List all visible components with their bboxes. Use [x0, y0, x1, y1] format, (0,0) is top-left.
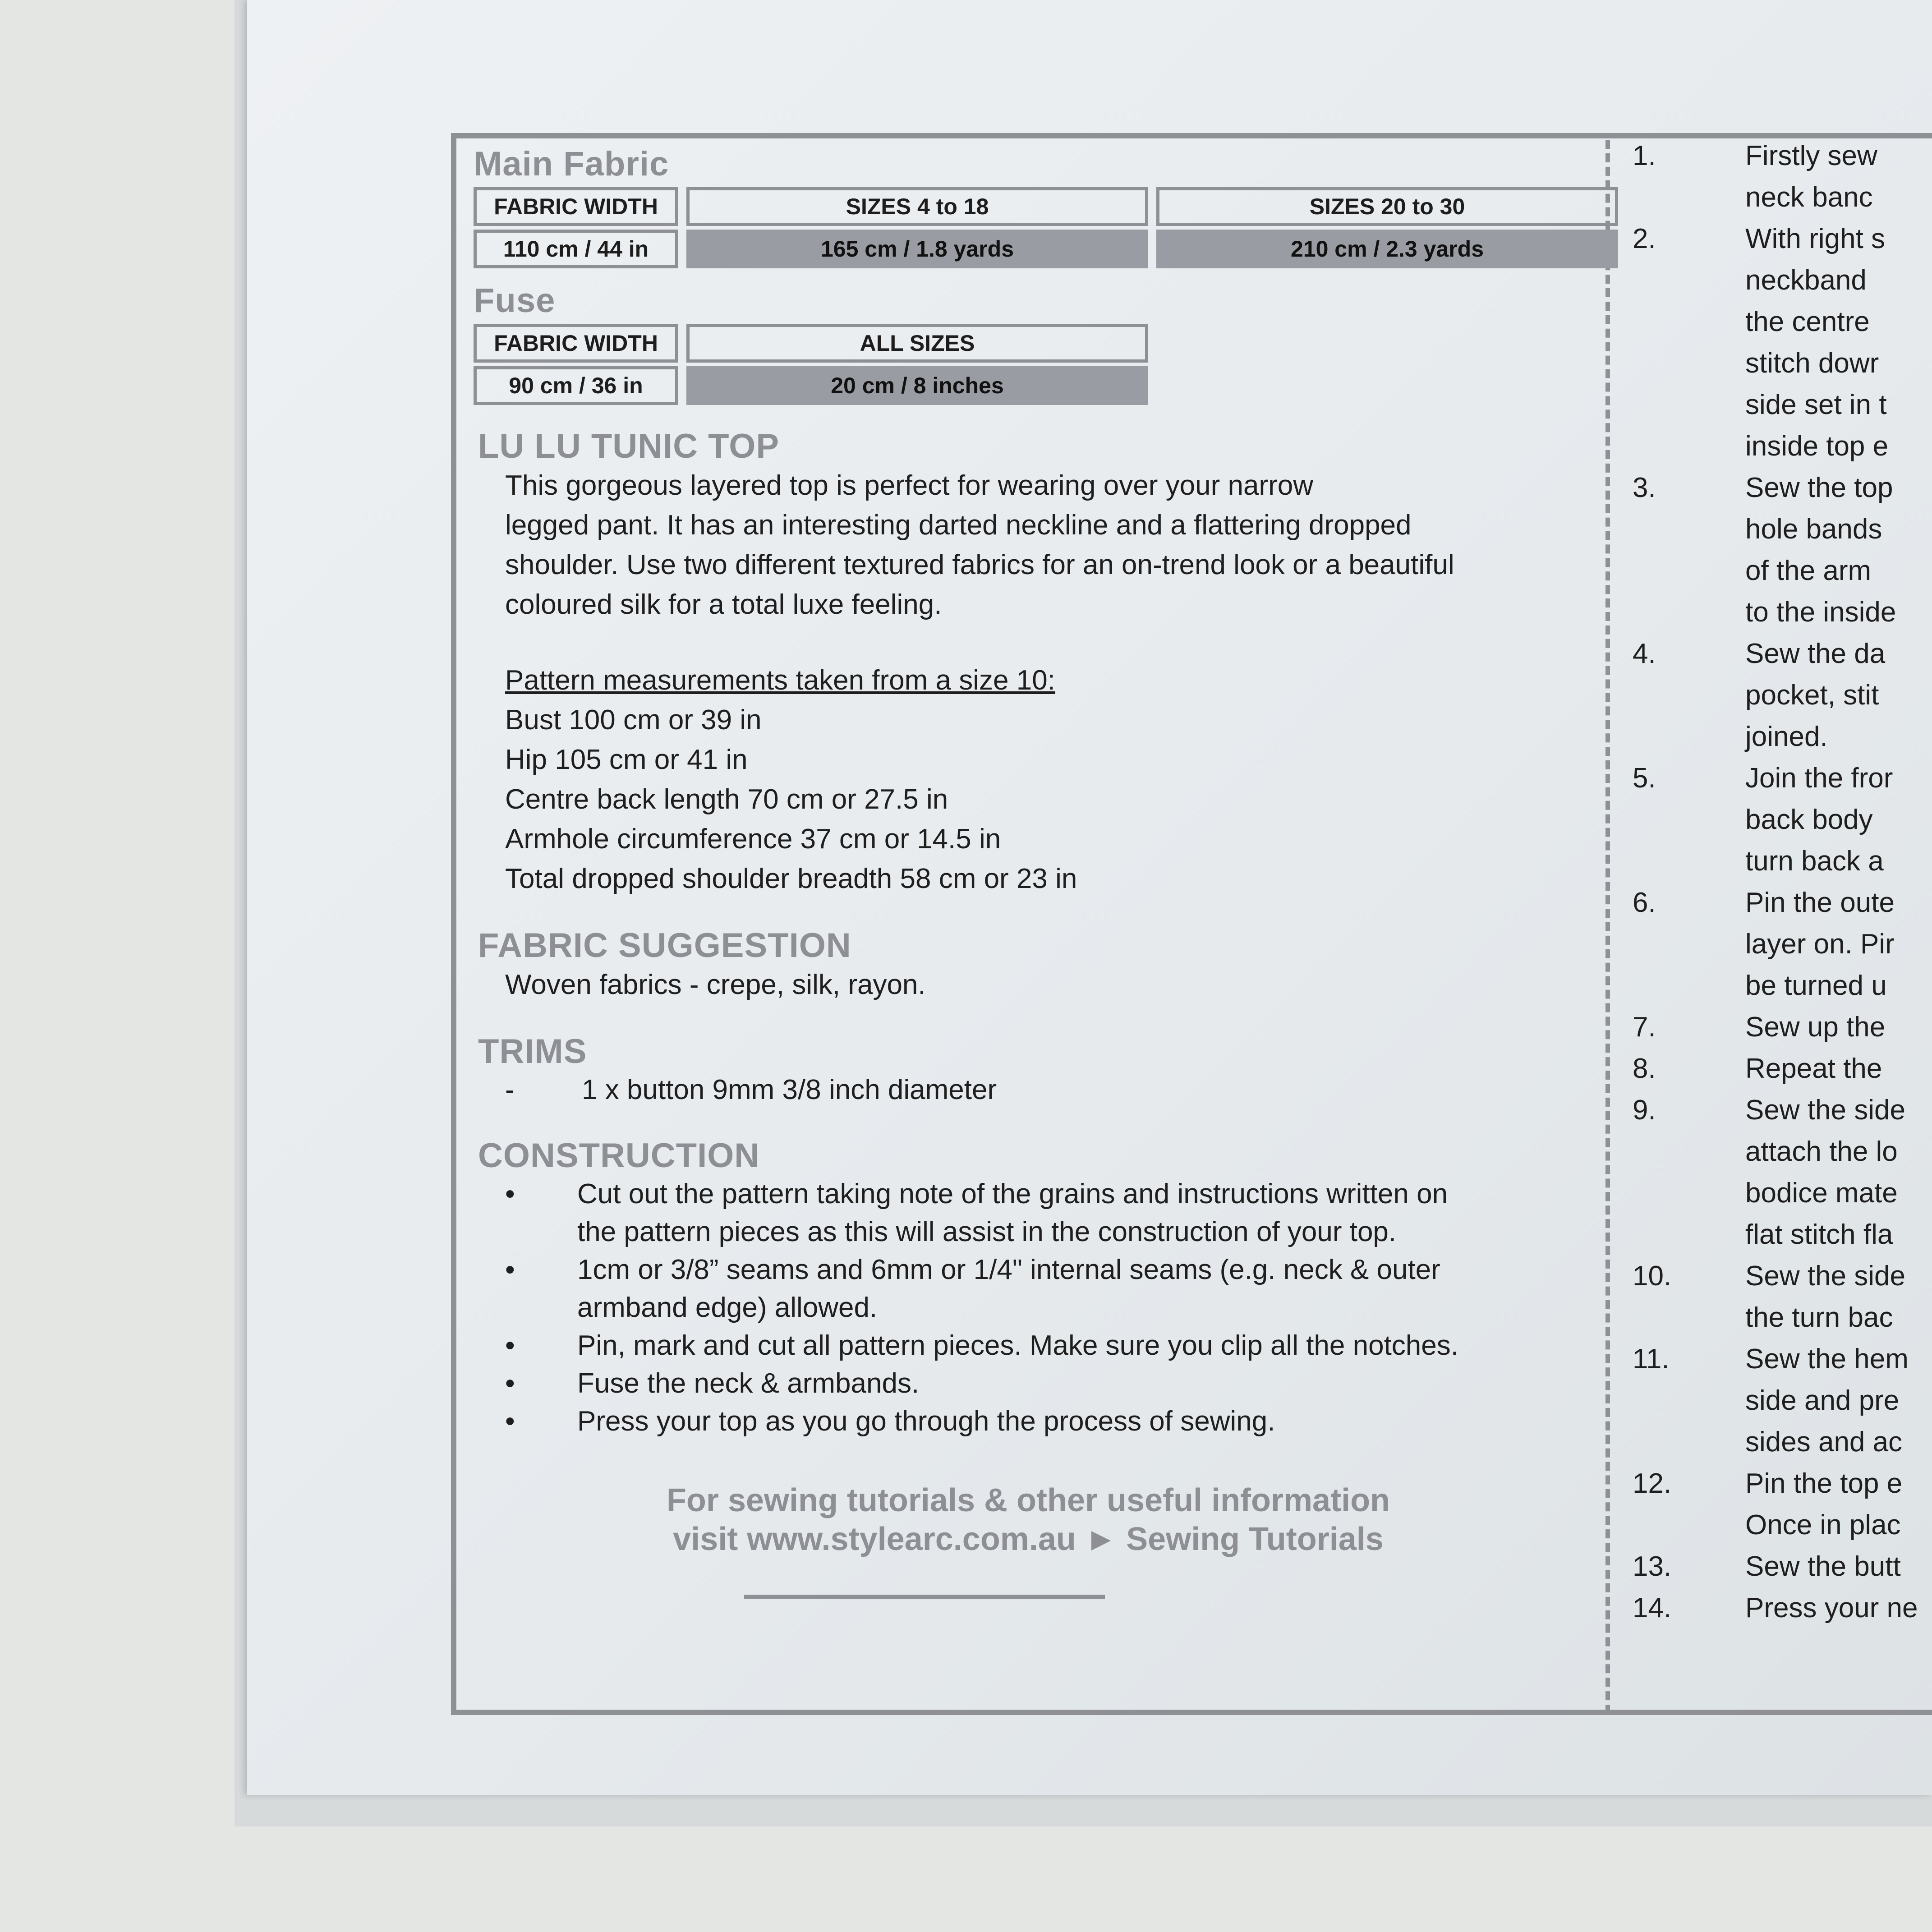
- construction-line: Pin, mark and cut all pattern pieces. Make sure you clip all the notches.: [577, 1330, 1458, 1361]
- fuse-header-width: FABRIC WIDTH: [474, 324, 678, 363]
- step-continuation: [1633, 1173, 1898, 1214]
- description-line: coloured silk for a total luxe feeling.: [505, 589, 942, 620]
- construction-line: Cut out the pattern taking note of the grains and instructions written on: [577, 1178, 1448, 1210]
- tunic-description: [474, 466, 1628, 625]
- main-fabric-header-width: FABRIC WIDTH: [474, 187, 678, 226]
- step-text: layer on. Pir: [1745, 929, 1895, 960]
- step-item: [1633, 882, 1895, 924]
- step-text: of the arm: [1745, 555, 1872, 586]
- step-text: Sew the da: [1745, 638, 1886, 669]
- step-continuation: [1633, 965, 1887, 1007]
- bullet-marker: •: [505, 1254, 515, 1285]
- step-continuation: [1633, 1504, 1901, 1546]
- step-continuation: [1633, 675, 1879, 716]
- step-text: Press your ne: [1745, 1592, 1918, 1624]
- bullet-marker: •: [505, 1406, 515, 1437]
- main-fabric-table: [465, 184, 1626, 272]
- step-continuation: [1633, 177, 1873, 218]
- construction-line: Fuse the neck & armbands.: [577, 1368, 920, 1399]
- step-item: [1633, 1546, 1901, 1587]
- step-item: [1633, 218, 1885, 260]
- step-text: hole bands: [1745, 514, 1882, 545]
- step-continuation: [1633, 1421, 1902, 1463]
- step-continuation: [1633, 384, 1887, 426]
- step-text: Pin the oute: [1745, 887, 1895, 918]
- step-number: 9.: [1633, 1095, 1656, 1126]
- step-item: [1633, 1256, 1905, 1297]
- tunic-title: LU LU TUNIC TOP: [478, 427, 780, 465]
- step-continuation: [1633, 301, 1870, 343]
- step-item: [1633, 1587, 1918, 1629]
- description-line: This gorgeous layered top is perfect for wearing over your narrow: [505, 470, 1313, 501]
- step-item: [1633, 1048, 1882, 1090]
- step-continuation: [1633, 550, 1871, 592]
- fuse-title: Fuse: [474, 281, 556, 320]
- step-text: Sew the side: [1745, 1260, 1905, 1292]
- step-continuation: [1633, 799, 1873, 841]
- step-number: 8.: [1633, 1053, 1656, 1084]
- fabric-suggestion-title: FABRIC SUGGESTION: [478, 926, 851, 965]
- step-number: 12.: [1633, 1468, 1672, 1499]
- fuse-width-value: 90 cm / 36 in: [474, 366, 678, 405]
- list-item: [474, 1327, 1628, 1365]
- promo-line-1: For sewing tutorials & other useful information: [666, 1482, 1390, 1518]
- trim-text: 1 x button 9mm 3/8 inch diameter: [582, 1074, 997, 1105]
- measurements-list: [474, 700, 1628, 899]
- fuse-amount: 20 cm / 8 inches: [686, 366, 1148, 405]
- step-item: [1633, 758, 1893, 799]
- list-item: [474, 1251, 1628, 1327]
- step-number: 13.: [1633, 1551, 1672, 1582]
- step-number: 4.: [1633, 638, 1656, 669]
- promo-underline: [744, 1595, 1105, 1599]
- step-text: turn back a: [1745, 846, 1884, 877]
- step-continuation: [1633, 1131, 1898, 1173]
- step-continuation: [1633, 1297, 1893, 1339]
- step-item: [1633, 1463, 1902, 1504]
- step-text: bodice mate: [1745, 1178, 1898, 1209]
- step-text: flat stitch fla: [1745, 1219, 1893, 1250]
- main-fabric-width-value: 110 cm / 44 in: [474, 230, 678, 268]
- main-fabric-amount-20-30: 210 cm / 2.3 yards: [1156, 230, 1618, 268]
- step-continuation: [1633, 716, 1828, 758]
- step-text: stitch dowr: [1745, 348, 1879, 379]
- step-continuation: [1633, 592, 1896, 633]
- step-number: 10.: [1633, 1260, 1672, 1292]
- step-number: 7.: [1633, 1012, 1656, 1043]
- step-number: 11.: [1633, 1343, 1670, 1375]
- step-text: Sew the hem: [1745, 1343, 1909, 1375]
- step-text: sides and ac: [1745, 1426, 1903, 1458]
- step-text: side set in t: [1745, 389, 1887, 420]
- description-line: legged pant. It has an interesting darted neckline and a flattering dropped: [505, 510, 1412, 541]
- step-number: 2.: [1633, 223, 1656, 254]
- step-text: side and pre: [1745, 1385, 1900, 1416]
- step-text: pocket, stit: [1745, 680, 1879, 711]
- step-number: 3.: [1633, 472, 1656, 503]
- bullet-marker: •: [505, 1368, 515, 1399]
- trims-list: [474, 1071, 1628, 1109]
- dash-marker: -: [505, 1074, 515, 1105]
- construction-line: Press your top as you go through the process of sewing.: [577, 1406, 1275, 1437]
- measurement-item: Total dropped shoulder breadth 58 cm or 23 in: [505, 863, 1077, 894]
- step-text: Sew the side: [1745, 1095, 1905, 1126]
- step-number: 5.: [1633, 763, 1656, 794]
- step-text: the turn bac: [1745, 1302, 1893, 1333]
- left-column: [474, 144, 1628, 1599]
- step-text: neck banc: [1745, 182, 1873, 213]
- step-text: Firstly sew: [1745, 140, 1877, 171]
- description-line: shoulder. Use two different textured fabrics for an on-trend look or a beautiful: [505, 549, 1454, 580]
- step-item: [1633, 1090, 1905, 1131]
- measurements-heading: Pattern measurements taken from a size 10:: [505, 665, 1055, 696]
- fabric-suggestion-text: Woven fabrics - crepe, silk, rayon.: [505, 969, 926, 1000]
- step-text: neckband: [1745, 265, 1867, 296]
- step-continuation: [1633, 841, 1884, 882]
- step-text: Sew up the: [1745, 1012, 1886, 1043]
- trims-title: TRIMS: [478, 1032, 587, 1071]
- main-fabric-header-sizes-4-18: SIZES 4 to 18: [686, 187, 1148, 226]
- step-item: [1633, 1007, 1885, 1048]
- bullet-marker: •: [505, 1330, 515, 1361]
- step-text: Sew the top: [1745, 472, 1893, 503]
- step-item: [1633, 135, 1877, 177]
- step-continuation: [1633, 426, 1888, 467]
- step-text: the centre: [1745, 306, 1870, 337]
- list-item: [474, 1175, 1628, 1251]
- step-text: Join the fror: [1745, 763, 1893, 794]
- step-text: attach the lo: [1745, 1136, 1898, 1167]
- step-text: Once in plac: [1745, 1509, 1901, 1541]
- fuse-table: [465, 320, 1156, 409]
- measurement-item: Bust 100 cm or 39 in: [505, 704, 762, 736]
- measurement-item: Hip 105 cm or 41 in: [505, 744, 748, 775]
- construction-line: the pattern pieces as this will assist in the construction of your top.: [577, 1216, 1397, 1247]
- bullet-marker: •: [505, 1178, 515, 1210]
- step-text: be turned u: [1745, 970, 1887, 1001]
- list-item: [474, 1365, 1628, 1403]
- step-continuation: [1633, 509, 1882, 550]
- step-continuation: [1633, 260, 1867, 301]
- step-text: Sew the butt: [1745, 1551, 1901, 1582]
- promo-text: [600, 1481, 1457, 1559]
- list-item: [474, 1071, 1628, 1109]
- step-number: 6.: [1633, 887, 1656, 918]
- construction-title: CONSTRUCTION: [478, 1136, 760, 1175]
- construction-line: armband edge) allowed.: [577, 1292, 878, 1323]
- main-fabric-header-sizes-20-30: SIZES 20 to 30: [1156, 187, 1618, 226]
- construction-list: [474, 1175, 1628, 1440]
- main-fabric-title: Main Fabric: [474, 145, 669, 183]
- step-continuation: [1633, 1214, 1893, 1256]
- fuse-header-all-sizes: ALL SIZES: [686, 324, 1148, 363]
- step-number: 14.: [1633, 1592, 1672, 1624]
- main-fabric-amount-4-18: 165 cm / 1.8 yards: [686, 230, 1148, 268]
- step-text: inside top e: [1745, 431, 1889, 462]
- step-number: 1.: [1633, 140, 1656, 171]
- step-continuation: [1633, 924, 1895, 965]
- step-text: Pin the top e: [1745, 1468, 1903, 1499]
- step-item: [1633, 467, 1893, 509]
- step-text: Repeat the: [1745, 1053, 1882, 1084]
- step-continuation: [1633, 1380, 1899, 1421]
- step-continuation: [1633, 343, 1879, 384]
- step-text: With right s: [1745, 223, 1886, 254]
- step-item: [1633, 1339, 1909, 1380]
- step-text: to the inside: [1745, 597, 1896, 628]
- step-item: [1633, 633, 1885, 675]
- step-text: joined.: [1745, 721, 1828, 752]
- measurement-item: Centre back length 70 cm or 27.5 in: [505, 784, 948, 815]
- step-text: back body: [1745, 804, 1873, 835]
- promo-line-2[interactable]: visit www.stylearc.com.au ► Sewing Tutorials: [673, 1521, 1384, 1557]
- measurement-item: Armhole circumference 37 cm or 14.5 in: [505, 823, 1001, 855]
- list-item: [474, 1403, 1628, 1440]
- construction-line: 1cm or 3/8” seams and 6mm or 1/4" internal seams (e.g. neck & outer: [577, 1254, 1440, 1285]
